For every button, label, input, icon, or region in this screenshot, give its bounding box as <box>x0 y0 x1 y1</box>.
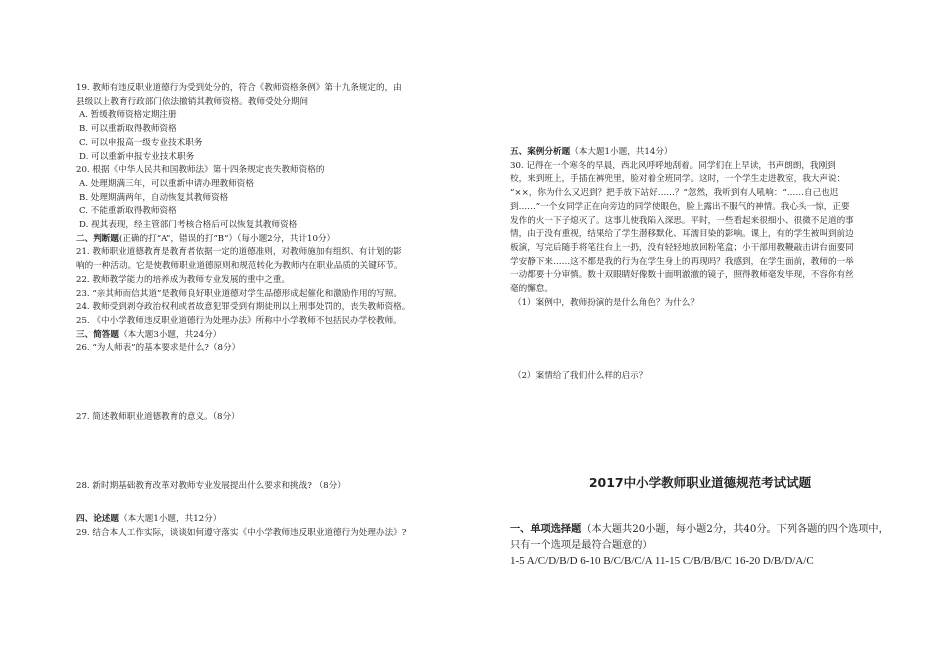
section-3-desc: （本大题3小题，共24分） <box>118 329 222 340</box>
case-text-line6: 情，由于没有重视，结果给了学生潜移默化、耳濡目染的影响。课上，有的学生被叫到前边 <box>510 229 854 240</box>
option-19b: B. 可以重新取得教师资格 <box>79 124 177 135</box>
option-20b: B. 处理期满两年，自动恢复其教师资格 <box>79 192 229 203</box>
question-27: 27. 简述教师职业道德教育的意义。（8分） <box>76 412 240 423</box>
section-5-desc: （本大题1小题，共14分） <box>570 147 673 157</box>
question-24: 24. 教师受到剥夺政治权利或者故意犯罪受到有期徒刑以上刑事处罚的，丧失教师资格。 <box>76 302 411 313</box>
right-column <box>510 146 870 384</box>
question-25: 25. 《中小学教师违反职业道德行为处理办法》所称中小学教师不包括民办学校教师。 <box>76 315 402 326</box>
section-2-heading <box>76 233 436 247</box>
case-text-line8: 学安静下来……这不都是我的行为在学生身上的再现吗？我感到，在学生面前，教师的一举 <box>510 256 854 267</box>
question-20: 20. 根据《中华人民共和国教师法》第十四条规定丧失教师资格的 <box>76 165 325 176</box>
answer-space-30-1 <box>510 310 870 370</box>
answer-space-27 <box>76 425 436 480</box>
section-4-heading <box>76 513 436 527</box>
answer-section-desc: （本大题共20小题，每小题2分，共40分。下列各题的四个选项中，只有一个选项是最符合题意的） <box>510 524 889 551</box>
answer-keys: 1-5 A/C/D/B/D 6-10 B/C/B/C/A 11-15 C/B/B/B/C 16-20 D/B/D/A/C <box>510 555 814 567</box>
left-column <box>76 82 436 541</box>
option-19a: A. 暂缓教师资格定期注册 <box>79 110 177 121</box>
section-5-title: 五、案例分析题 <box>510 147 571 157</box>
section-2-title: 二、判断题 <box>76 233 119 244</box>
answer-section-heading <box>510 521 890 554</box>
option-19c: C. 可以申报高一级专业技术职务 <box>79 137 203 148</box>
section-4-desc: （本大题1小题，共12分） <box>118 514 222 525</box>
question-21-line1: 21. 教师职业道德教育是教育者依据一定的道德准则，对教师施加有组织、有计划的影 <box>76 247 402 258</box>
section-3-heading <box>76 329 436 343</box>
question-28: 28. 新时期基础教育改革对教师专业发展提出什么要求和挑战? （8分） <box>76 480 346 491</box>
option-19d: D. 可以重新申报专业技术职务 <box>79 151 195 162</box>
answer-section-title: 一、单项选择题 <box>510 523 582 535</box>
section-3-title: 三、简答题 <box>76 329 119 340</box>
question-23: 23. “亲其师而信其道”是教师良好职业道德对学生品德形成起催化和激励作用的写照。 <box>76 288 402 299</box>
question-26: 26. “为人师表”的基本要求是什么?（8分） <box>76 343 241 354</box>
sub-question-1: （1）案例中，教师扮演的是什么角色？为什么？ <box>513 297 699 308</box>
question-19-line2: 县级以上教育行政部门依法撤销其教师资格。教师受处分期间 <box>76 96 309 107</box>
sub-question-2: （2）案情给了我们什么样的启示？ <box>513 371 648 382</box>
section-5-heading <box>510 146 870 160</box>
question-21-line2: 响的一种活动。它是使教师职业道德原则和规范转化为教师内在职业品质的关键环节。 <box>76 261 403 272</box>
section-2-desc: (正确的打“A”，错误的打“B”）（每小题2分，共计10分） <box>118 233 336 244</box>
case-text-line5: 发作的火一下子熄灭了。这事儿使我陷入深思。平时，一些看起来很细小、很微不足道的事 <box>510 215 854 226</box>
answer-space-26 <box>76 356 436 411</box>
section-4-title: 四、论述题 <box>76 514 119 525</box>
option-20a: A. 处理期满三年，可以重新申请办理教师资格 <box>79 178 254 189</box>
case-text-line3: “××，你为什么又迟到？把手放下站好……？”忽然，我听到有人吼响：“……自己也迟 <box>510 188 839 199</box>
case-text-line9: 一动都要十分审慎。数十双眼睛好像数十面明澈澈的镜子，照得教师毫发毕现，不容你有丝 <box>510 270 854 281</box>
answer-space-28 <box>76 493 436 513</box>
question-22: 22. 教师教学能力的培养成为教师专业发展的重中之重。 <box>76 274 291 285</box>
option-20d: D. 视其表现，经主管部门考核合格后可以恢复其教师资格 <box>79 220 298 231</box>
question-29: 29. 结合本人工作实际，谈谈如何遵守落实《中小学教师违反职业道德行为处理办法》? <box>76 528 407 539</box>
case-text-line4: 到……”一个女同学正在向旁边的同学使眼色，脸上露出不服气的神情。我心头一惊，正要 <box>510 201 850 212</box>
case-text-line1: 30. 记得在一个寒冬的早晨，西北风呼呼地刮着。同学们在上早读，书声朗朗，我刚到 <box>510 160 836 171</box>
option-20c: C. 不能重新取得教师资格 <box>79 206 177 217</box>
case-text-line10: 毫的懈怠。 <box>510 284 553 295</box>
question-19-line1: 19. 教师有违反职业道德行为受到处分的，符合《教师资格条例》第十九条规定的，由 <box>76 83 402 93</box>
answer-key-title: 2017中小学教师职业道德规范考试试题 <box>588 475 812 490</box>
case-text-line7: 板演，写完后随手将笔往台上一扔，没有轻轻地放回粉笔盒；小干部用教鞭敲击讲台面要同 <box>510 242 854 253</box>
case-text-line2: 校，来到班上，手插在裤兜里，脸对着全班同学。这时，一个学生走进教室，我大声说： <box>510 174 846 185</box>
